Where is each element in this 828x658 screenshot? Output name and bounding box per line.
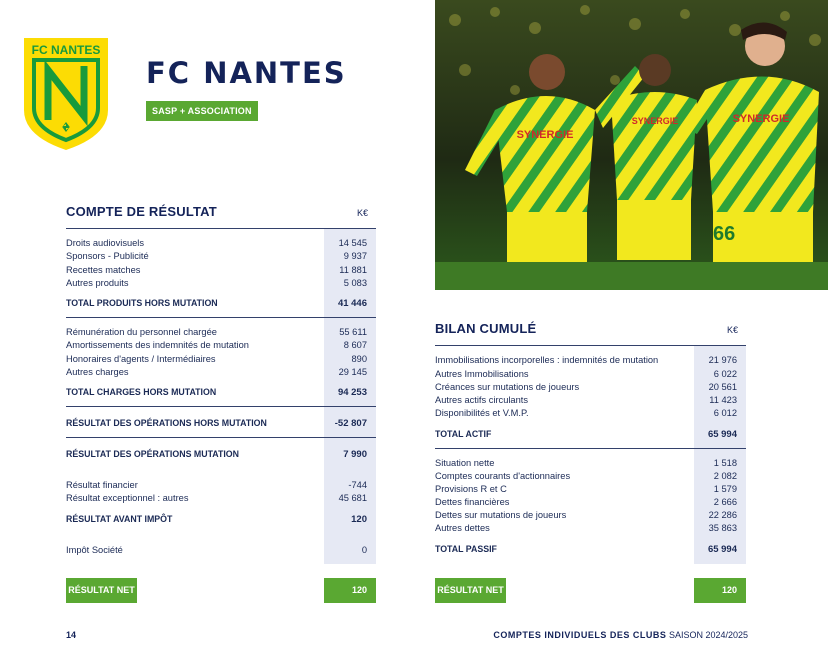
income-row-label: TOTAL PRODUITS HORS MUTATION [66,298,218,308]
income-row [66,250,367,263]
income-row-label: Résultat exceptionnel : autres [66,493,189,503]
balance-row-value: 65 994 [707,429,737,440]
balance-row-label: Comptes courants d'actionnaires [435,471,571,481]
balance-row-label: Provisions R et C [435,484,507,494]
income-row-label: TOTAL CHARGES HORS MUTATION [66,387,217,397]
income-row-value: 9 937 [343,251,367,261]
crest-text: FC NANTES [31,43,101,57]
balance-row-value: 6 022 [713,369,737,379]
income-row-label: RÉSULTAT AVANT IMPÔT [66,514,173,524]
balance-row-value: 1 518 [713,458,737,468]
income-row-label: Résultat financier [66,480,138,490]
income-row-label: Sponsors - Publicité [66,251,149,261]
club-type-badge: SASP + ASSOCIATION [146,101,258,121]
income-row [66,448,367,461]
balance-net-value: 120 [694,578,746,603]
income-row [66,386,367,399]
income-row-value: 890 [351,354,367,364]
balance-row [435,368,737,381]
footer-season: SAISON 2024/2025 [668,630,748,640]
income-row [66,237,367,250]
team-celebration-photo [435,0,828,290]
balance-row-label: Dettes financières [435,497,510,507]
balance-row [435,543,737,556]
balance-row-value: 22 286 [708,510,737,520]
balance-row-label: Disponibilités et V.M.P. [435,408,529,418]
balance-row [435,483,737,496]
income-row-value: 55 611 [339,327,367,337]
balance-row-value: 1 579 [713,484,737,494]
balance-row-label: TOTAL PASSIF [435,544,497,554]
svg-text:66: 66 [713,223,736,245]
income-row [66,492,367,505]
balance-row-label: Autres dettes [435,523,490,533]
income-row-label: Impôt Société [66,545,123,555]
balance-sheet-title: BILAN CUMULÉ [435,321,537,336]
income-row-value: -52 807 [334,418,367,429]
balance-sheet-unit: K€ [727,325,739,335]
balance-row [435,428,737,441]
balance-row [435,509,737,522]
balance-row [435,381,737,394]
balance-row-label: Autres Immobilisations [435,369,529,379]
footer-publication-title: COMPTES INDIVIDUELS DES CLUBS [493,630,667,640]
balance-row-value: 20 561 [708,382,737,392]
balance-row-value: 2 082 [713,471,737,481]
income-rule [66,437,376,438]
income-row [66,544,367,557]
footer-title [493,630,748,640]
income-row-label: Honoraires d'agents / Intermédiaires [66,354,216,364]
income-row-label: RÉSULTAT DES OPÉRATIONS MUTATION [66,449,239,459]
income-net-label: RÉSULTAT NET [66,578,137,603]
income-row-value: 7 990 [343,449,367,460]
income-row [66,366,367,379]
balance-row [435,496,737,509]
balance-row-label: Situation nette [435,458,495,468]
income-row [66,513,367,526]
balance-row-label: Immobilisations incorporelles : indemnités de mutation [435,355,659,365]
balance-row-value: 35 863 [708,523,737,533]
income-row-value: 11 881 [339,265,367,275]
balance-row [435,407,737,420]
income-row-value: 29 145 [338,367,367,377]
balance-row-value: 65 994 [707,544,737,555]
balance-row [435,470,737,483]
income-top-rule [66,228,376,229]
income-row-value: 5 083 [343,278,367,288]
balance-row [435,354,737,367]
income-row [66,339,367,352]
club-name: FC NANTES [146,56,347,90]
balance-row-label: Autres actifs circulants [435,395,529,405]
income-net-value: 120 [324,578,376,603]
balance-rule [435,448,746,449]
income-row-value: 120 [351,514,367,525]
income-row-value: 8 607 [343,340,367,350]
income-row-label: Autres charges [66,367,129,377]
income-row [66,479,367,492]
income-row-label: Recettes matches [66,265,141,275]
balance-top-rule [435,345,746,346]
income-row-value: 45 681 [338,493,367,503]
balance-row-label: Dettes sur mutations de joueurs [435,510,567,520]
income-row [66,326,367,339]
income-row-label: Droits audiovisuels [66,238,145,248]
page-number: 14 [66,630,77,640]
income-row-label: Autres produits [66,278,129,288]
balance-net-label: RÉSULTAT NET [435,578,506,603]
income-rule [66,317,376,318]
income-row-value: 94 253 [337,387,367,398]
income-row [66,264,367,277]
income-row-label: Rémunération du personnel chargée [66,327,217,337]
balance-row-label: Créances sur mutations de joueurs [435,382,580,392]
balance-row [435,522,737,535]
income-row-value: 41 446 [337,298,367,309]
balance-row-value: 11 423 [709,395,737,405]
income-row-value: 0 [361,545,367,555]
income-row [66,353,367,366]
income-row-value: -744 [348,480,367,490]
income-row-label: RÉSULTAT DES OPÉRATIONS HORS MUTATION [66,418,267,428]
club-crest-logo [22,36,110,152]
income-statement-unit: K€ [357,208,369,218]
sponsor-text: SYNERGIE [516,129,574,141]
balance-row-label: TOTAL ACTIF [435,429,492,439]
income-rule [66,406,376,407]
balance-row [435,457,737,470]
income-row [66,297,367,310]
income-row-label: Amortissements des indemnités de mutation [66,340,249,350]
income-row [66,277,367,290]
svg-text:SYNERGIE: SYNERGIE [631,116,679,126]
svg-text:SYNERGIE: SYNERGIE [732,113,790,125]
balance-row-value: 21 976 [708,355,737,365]
balance-row-value: 6 012 [713,408,737,418]
income-row [66,417,367,430]
balance-row [435,394,737,407]
balance-row-value: 2 666 [713,497,737,507]
income-statement-title: COMPTE DE RÉSULTAT [66,204,217,219]
income-row-value: 14 545 [338,238,367,248]
